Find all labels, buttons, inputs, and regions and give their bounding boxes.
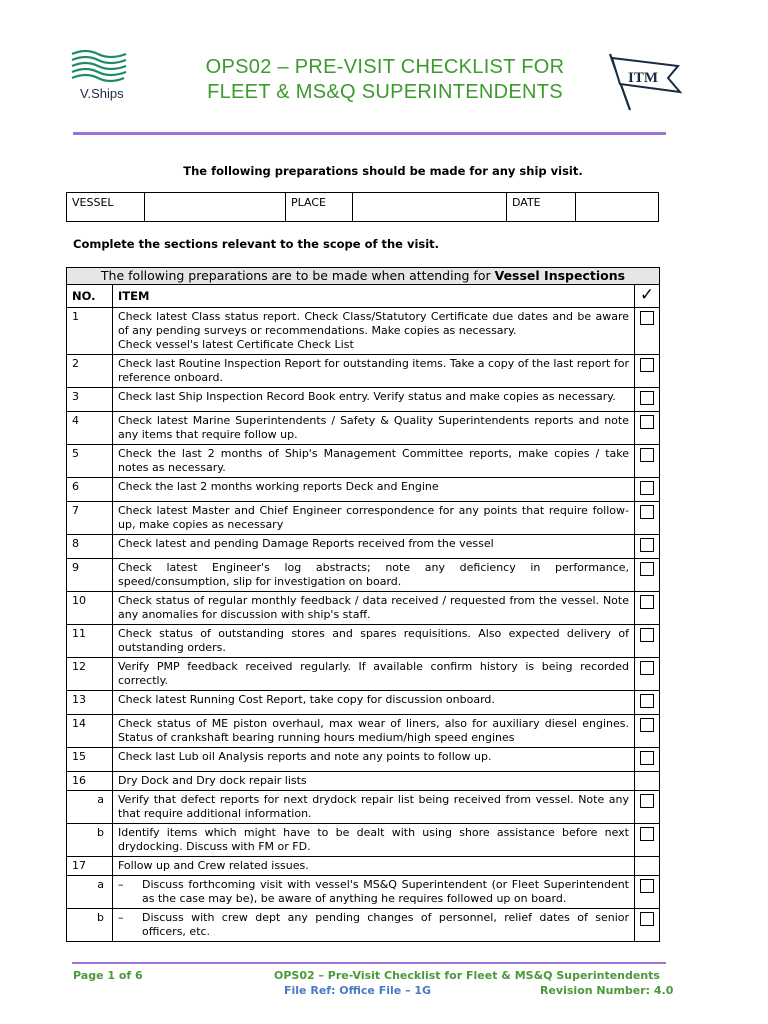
item-number: 13	[67, 691, 113, 715]
header-divider	[73, 132, 666, 135]
dash-list-item	[118, 878, 629, 906]
checkbox-cell	[635, 559, 660, 592]
checkbox-cell	[635, 535, 660, 559]
checkbox-cell	[635, 592, 660, 625]
checklist-row	[67, 559, 660, 592]
checklist-banner-row	[67, 268, 660, 285]
checklist-row	[67, 412, 660, 445]
item-number: 9	[67, 559, 113, 592]
intro-text: The following preparations should be made for any ship visit.	[183, 164, 583, 178]
item-text-cell	[113, 857, 635, 876]
checkbox-cell	[635, 445, 660, 478]
item-number: 3	[67, 388, 113, 412]
item-number: 6	[67, 478, 113, 502]
item-number: 14	[67, 715, 113, 748]
item-text-cell	[113, 412, 635, 445]
checklist-row	[67, 355, 660, 388]
item-text: Check the last 2 months of Ship's Management Committee reports, make copies / take notes as necessary.	[118, 447, 629, 474]
item-checkbox[interactable]	[640, 538, 654, 552]
item-text: Check last Ship Inspection Record Book entry. Verify status and make copies as necessary.	[118, 390, 616, 403]
item-text-cell	[113, 658, 635, 691]
title-line-2: FLEET & MS&Q SUPERINTENDENTS	[207, 81, 563, 103]
item-number: a	[67, 791, 113, 824]
dash-bullet: –	[118, 911, 124, 924]
banner-prefix: The following preparations are to be made when attending for	[100, 268, 495, 283]
itm-logo-text: ITM	[628, 70, 658, 86]
item-checkbox[interactable]	[640, 415, 654, 429]
item-text: Check status of ME piston overhaul, max wear of liners, also for auxiliary diesel engines. Status of crankshaft bearing running hours medium/high speed engines	[118, 717, 629, 744]
item-number: 2	[67, 355, 113, 388]
vessel-label: VESSEL	[67, 193, 145, 222]
footer-file-ref: File Ref: Office File – 1G	[284, 984, 432, 997]
item-text: Verify PMP feedback received regularly. If available confirm history is being recorded correctly.	[118, 660, 629, 687]
item-text-cell	[113, 388, 635, 412]
item-checkbox[interactable]	[640, 661, 654, 675]
checkbox-cell	[635, 876, 660, 909]
item-text-cell	[113, 791, 635, 824]
item-text-cell	[113, 355, 635, 388]
item-text: Check latest and pending Damage Reports received from the vessel	[118, 537, 494, 550]
item-text-secondary: Check vessel's latest Certificate Check List	[118, 338, 354, 351]
item-text-cell	[113, 772, 635, 791]
column-header-no: NO.	[67, 285, 113, 308]
item-checkbox[interactable]	[640, 595, 654, 609]
item-checkbox[interactable]	[640, 718, 654, 732]
date-field[interactable]	[576, 193, 659, 222]
checkbox-cell	[635, 625, 660, 658]
checkbox-cell	[635, 658, 660, 691]
checklist-row	[67, 535, 660, 559]
item-text-cell	[113, 559, 635, 592]
item-text-cell	[113, 748, 635, 772]
checklist-row	[67, 658, 660, 691]
item-checkbox[interactable]	[640, 358, 654, 372]
item-text-cell	[113, 535, 635, 559]
item-checkbox[interactable]	[640, 751, 654, 765]
item-text: Check status of regular monthly feedback / data received / requested from the vessel. Note any anomalies for discussion with ship's staff.	[118, 594, 629, 621]
item-checkbox[interactable]	[640, 481, 654, 495]
checklist-row	[67, 691, 660, 715]
item-checkbox[interactable]	[640, 391, 654, 405]
item-text: Identify items which might have to be dealt with using shore assistance before next drydocking. Discuss with FM or FD.	[118, 826, 629, 853]
item-checkbox[interactable]	[640, 794, 654, 808]
item-text-cell	[113, 478, 635, 502]
item-text-cell	[113, 625, 635, 658]
checklist-row	[67, 748, 660, 772]
column-header-check	[635, 285, 660, 308]
checkbox-cell	[635, 824, 660, 857]
item-text: Check last Routine Inspection Report for outstanding items. Take a copy of the last report for reference onboard.	[118, 357, 629, 384]
checklist-row	[67, 592, 660, 625]
item-number: 16	[67, 772, 113, 791]
item-text-cell	[113, 445, 635, 478]
checklist-table	[66, 267, 660, 942]
item-number: 17	[67, 857, 113, 876]
item-text: Verify that defect reports for next drydock repair list being received from vessel. Note any that require additional information.	[118, 793, 629, 820]
item-checkbox[interactable]	[640, 311, 654, 325]
item-text-cell	[113, 592, 635, 625]
checkbox-cell	[635, 715, 660, 748]
checkbox-cell	[635, 355, 660, 388]
checkbox-cell	[635, 478, 660, 502]
checklist-header-row	[67, 285, 660, 308]
item-number: 1	[67, 308, 113, 355]
footer-divider	[72, 962, 666, 964]
item-number: 7	[67, 502, 113, 535]
item-text-cell	[113, 909, 635, 942]
item-number: 15	[67, 748, 113, 772]
item-number: b	[67, 909, 113, 942]
item-number: 5	[67, 445, 113, 478]
item-checkbox[interactable]	[640, 827, 654, 841]
title-line-1: OPS02 – PRE-VISIT CHECKLIST FOR	[205, 56, 565, 78]
item-checkbox[interactable]	[640, 912, 654, 926]
item-text-cell	[113, 824, 635, 857]
footer-document-title: OPS02 – Pre-Visit Checklist for Fleet & MS&Q Superintendents	[274, 969, 660, 982]
checklist-row	[67, 715, 660, 748]
item-text: Follow up and Crew related issues.	[118, 859, 309, 872]
document-title	[170, 55, 600, 105]
item-checkbox[interactable]	[640, 628, 654, 642]
checklist-row	[67, 308, 660, 355]
checklist-subitem-row	[67, 824, 660, 857]
scope-note: Complete the sections relevant to the scope of the visit.	[73, 237, 440, 251]
item-number: 10	[67, 592, 113, 625]
checklist-row	[67, 502, 660, 535]
dash-list-item	[118, 911, 629, 939]
page-header	[0, 0, 768, 140]
checklist-subitem-row	[67, 909, 660, 942]
checklist-banner	[67, 268, 660, 285]
banner-section-name: Vessel Inspections	[494, 268, 626, 283]
date-label: DATE	[507, 193, 576, 222]
item-text: Discuss with crew dept any pending changes of personnel, relief dates of senior officers, etc.	[142, 911, 629, 938]
item-text: Check latest Marine Superintendents / Safety & Quality Superintendents reports and note any items that require follow up.	[118, 414, 629, 441]
item-text: Check latest Master and Chief Engineer correspondence for any points that require follow-up, make copies as necessary	[118, 504, 629, 531]
vships-logo-text: V.Ships	[80, 86, 124, 101]
vessel-field[interactable]	[145, 193, 286, 222]
item-number: 12	[67, 658, 113, 691]
checklist-group-row	[67, 857, 660, 876]
item-checkbox[interactable]	[640, 879, 654, 893]
item-text-cell	[113, 876, 635, 909]
item-text: Dry Dock and Dry dock repair lists	[118, 774, 307, 787]
itm-flag-logo	[604, 50, 684, 112]
checkbox-cell	[635, 388, 660, 412]
empty-check-cell	[635, 857, 660, 876]
place-label: PLACE	[286, 193, 353, 222]
dash-bullet: –	[118, 878, 124, 891]
item-text: Check latest Running Cost Report, take copy for discussion onboard.	[118, 693, 495, 706]
item-text-cell	[113, 691, 635, 715]
item-number: a	[67, 876, 113, 909]
footer-page-number: Page 1 of 6	[73, 969, 143, 982]
checkbox-cell	[635, 748, 660, 772]
itm-flag-icon	[604, 50, 684, 112]
checklist-row	[67, 445, 660, 478]
item-text-cell	[113, 715, 635, 748]
checkmark-icon: ✓	[639, 285, 655, 305]
checklist-row	[67, 388, 660, 412]
item-text: Check last Lub oil Analysis reports and note any points to follow up.	[118, 750, 492, 763]
item-checkbox[interactable]	[640, 505, 654, 519]
item-number: b	[67, 824, 113, 857]
empty-check-cell	[635, 772, 660, 791]
item-text-cell	[113, 502, 635, 535]
item-checkbox[interactable]	[640, 694, 654, 708]
item-text: Discuss forthcoming visit with vessel's MS&Q Superintendent (or Fleet Superintendent as the case may be), be aware of anything he requires followed up on board.	[142, 878, 629, 905]
place-field[interactable]	[353, 193, 507, 222]
checkbox-cell	[635, 909, 660, 942]
item-checkbox[interactable]	[640, 562, 654, 576]
item-number: 4	[67, 412, 113, 445]
checklist-subitem-row	[67, 876, 660, 909]
item-text: Check the last 2 months working reports Deck and Engine	[118, 480, 439, 493]
item-text-cell	[113, 308, 635, 355]
checklist-row	[67, 625, 660, 658]
checklist-subitem-row	[67, 791, 660, 824]
item-text: Check latest Class status report. Check Class/Statutory Certificate due dates and be aware of any pending surveys or recommendations. Make copies as necessary.	[118, 310, 629, 337]
item-text: Check latest Engineer's log abstracts; note any deficiency in performance, speed/consumption, slip for investigation on board.	[118, 561, 629, 588]
checkbox-cell	[635, 502, 660, 535]
checkbox-cell	[635, 308, 660, 355]
checklist-row	[67, 478, 660, 502]
footer-revision: Revision Number: 4.0	[540, 984, 674, 997]
item-checkbox[interactable]	[640, 448, 654, 462]
checkbox-cell	[635, 691, 660, 715]
checklist-group-row	[67, 772, 660, 791]
column-header-item: ITEM	[113, 285, 635, 308]
checkbox-cell	[635, 791, 660, 824]
vessel-info-table	[66, 192, 659, 222]
item-text: Check status of outstanding stores and spares requisitions. Also expected delivery of outstanding orders.	[118, 627, 629, 654]
vships-wave-icon	[68, 48, 138, 88]
item-number: 11	[67, 625, 113, 658]
checkbox-cell	[635, 412, 660, 445]
item-number: 8	[67, 535, 113, 559]
vships-logo	[68, 48, 158, 104]
